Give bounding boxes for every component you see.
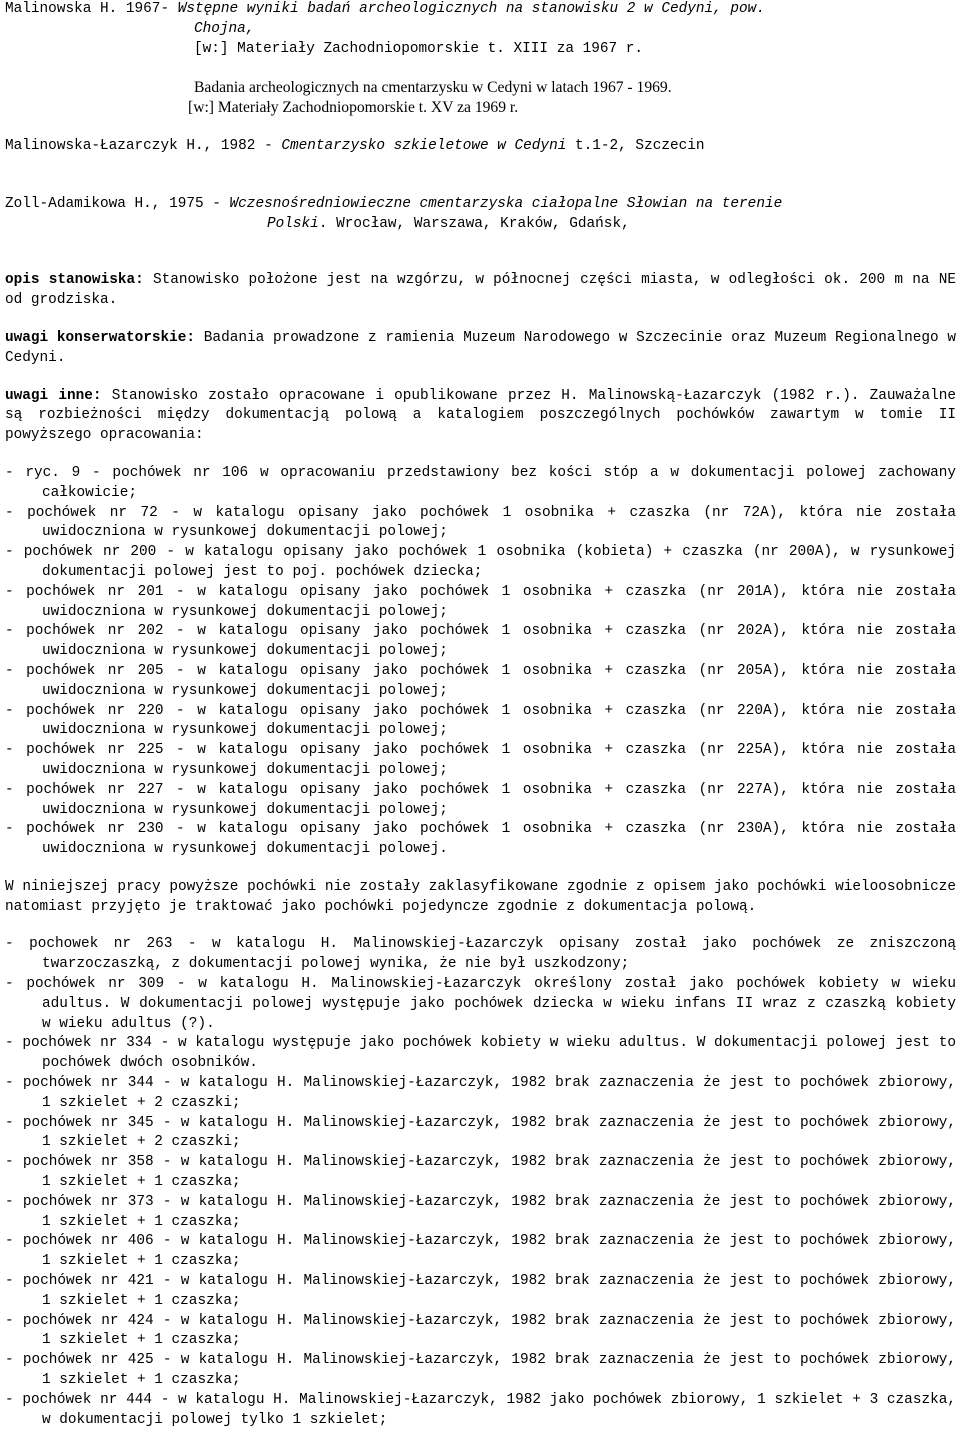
bib-entry-1-title: Wstępne wyniki badań archeologicznych na stanowisku 2 w Cedyni, pow. — [177, 1, 765, 17]
opis-text: Stanowisko położone jest na wzgórzu, w północnej części miasta, w odległości ok. 200 m na NE od grodziska. — [5, 272, 956, 309]
konserwatorskie-text: Badania prowadzone z ramienia Muzeum Narodowego w Szczecinie oraz Muzeum Regionalnego w Cedyni. — [5, 329, 956, 366]
list-item: - ryc. 9 - pochówek nr 106 w opracowaniu przedstawiony bez kości stóp a w dokumentacji polowej zachowany całkowicie; — [5, 464, 956, 501]
list-item: - pochówek nr 344 - w katalogu H. Malinowskiej-Łazarczyk, 1982 brak zaznaczenia że jest to pochówek zbiorowy, 1 szkielet + 2 czaszki; — [5, 1075, 956, 1111]
bib-entry-1-line-1: Malinowska H. 1967- Wstępne wyniki badań archeologicznych na stanowisku 2 w Cedyni, pow. — [5, 1, 765, 17]
opis-label: opis stanowiska: — [5, 272, 144, 289]
uwagi-inne — [5, 387, 956, 446]
inne-label: uwagi inne: — [5, 387, 102, 404]
uwagi-konserwatorskie — [5, 329, 956, 369]
list-item: - pochówek nr 358 - w katalogu H. Malinowskiej-Łazarczyk, 1982 brak zaznaczenia że jest to pochówek zbiorowy, 1 szkielet + 1 czaszka; — [5, 1154, 956, 1191]
bib-entry-2-line-2: [w:] Materiały Zachodniopomorskie t. XV za 1969 r. — [188, 99, 519, 117]
bib-entry-1-line-2: Chojna, — [194, 20, 255, 37]
list-item: - pochówek nr 444 - w katalogu H. Malinowskiej-Łazarczyk, 1982 jako pochówek zbiorowy, 1 szkielet + 3 czaszka, w dokumentacji polowej tylko 1 szkielet; — [5, 1391, 956, 1428]
list-item: - pochówek nr 406 - w katalogu H. Malinowskiej-Łazarczyk, 1982 brak zaznaczenia że jest to pochówek zbiorowy, 1 szkielet + 1 czaszka; — [5, 1233, 956, 1270]
list-item: - pochówek nr 202 - w katalogu opisany jako pochówek 1 osobnika + czaszka (nr 202A), która nie została uwidoczniona w rysunkowej dokumentacji polowej; — [5, 623, 956, 660]
classification-paragraph: W niniejszej pracy powyższe pochówki nie zostały zaklasyfikowane zgodnie z opisem jako pochówki wieloosobnicze natomiast przyjęto je traktować jako pochówki pojedyncze zgodnie z dokumentacja polową. — [5, 878, 956, 915]
list-item: - pochówek nr 201 - w katalogu opisany jako pochówek 1 osobnika + czaszka (nr 201A), która nie została uwidoczniona w rysunkowej dokumentacji polowej; — [5, 583, 956, 620]
list-item: - pochówek nr 227 - w katalogu opisany jako pochówek 1 osobnika + czaszka (nr 227A), która nie została uwidoczniona w rysunkowej dokumentacji polowej; — [5, 781, 956, 818]
bib-entry-3-title: Cmentarzysko szkieletowe w Cedyni — [281, 137, 567, 154]
konserwatorskie-label: uwagi konserwatorskie: — [5, 329, 196, 346]
list-item: - pochówek nr 424 - w katalogu H. Malinowskiej-Łazarczyk, 1982 brak zaznaczenia że jest to pochówek zbiorowy, 1 szkielet + 1 czaszka; — [5, 1312, 956, 1349]
bib-entry-4-title: Wczesnośredniowieczne cmentarzyska ciałopalne Słowian na terenie — [229, 195, 783, 212]
list-item: - pochówek nr 334 - w katalogu występuje jako pochówek kobiety w wieku adultus. W dokumentacji polowej jest to pochówek dwóch osobników. — [5, 1035, 956, 1072]
list-item: - pochówek nr 205 - w katalogu opisany jako pochówek 1 osobnika + czaszka (nr 205A), która nie została uwidoczniona w rysunkowej dokumentacji polowej; — [5, 662, 956, 699]
list-item: - pochówek nr 225 - w katalogu opisany jako pochówek 1 osobnika + czaszka (nr 225A), która nie została uwidoczniona w rysunkowej dokumentacji polowej; — [5, 742, 956, 778]
discrepancy-list-1 — [5, 464, 956, 860]
list-item: - pochówek nr 373 - w katalogu H. Malinowskiej-Łazarczyk, 1982 brak zaznaczenia że jest to pochówek zbiorowy, 1 szkielet + 1 czaszka; — [5, 1193, 956, 1230]
list-item: - pochówek nr 72 - w katalogu opisany jako pochówek 1 osobnika + czaszka (nr 72A), która nie została uwidoczniona w rysunkowej dokumentacji polowej; — [5, 504, 956, 541]
bib-entry-4-line-2: Polski. Wrocław, Warszawa, Kraków, Gdańsk, — [267, 215, 630, 232]
list-item: - pochówek nr 309 - w katalogu H. Malinowskiej-Łazarczyk określony został jako pochówek kobiety w wieku adultus. W dokumentacji polowej występuje jako pochówek dziecka w wieku infans II wraz z czaszką kobiety w wieku adultus (?). — [5, 976, 956, 1032]
bibliography — [5, 0, 956, 234]
list-item: - pochowek nr 263 - w katalogu H. Malinowskiej-Łazarczyk opisany został jako pochówek ze zniszczoną twarzoczaszką, z dokumentacji polowej wynika, że nie był uszkodzony; — [5, 936, 956, 973]
inne-text: Stanowisko zostało opracowane i opublikowane przez H. Malinowską-Łazarczyk (1982 r.). Zauważalne są rozbieżności między dokumentacją polową a katalogiem poszczególnych pochówków zawartym w tomie II powyższego opracowania: — [5, 387, 957, 444]
discrepancy-list-2 — [5, 935, 956, 1430]
list-item: - pochówek nr 425 - w katalogu H. Malinowskiej-Łazarczyk, 1982 brak zaznaczenia że jest to pochówek zbiorowy, 1 szkielet + 1 czaszka; — [5, 1352, 956, 1389]
list-item: - pochówek nr 200 - w katalogu opisany jako pochówek 1 osobnika (kobieta) + czaszka (nr 200A), w rysunkowej dokumentacji polowej jest to poj. pochówek dziecka; — [5, 544, 956, 580]
bib-entry-2-line-1: Badania archeologicznych na cmentarzysku w Cedyni w latach 1967 - 1969. — [194, 79, 672, 97]
bib-entry-4-line-1: Zoll-Adamikowa H., 1975 - Wczesnośredniowieczne cmentarzyska ciałopalne Słowian na terenie — [5, 195, 783, 212]
list-item: - pochówek nr 421 - w katalogu H. Malinowskiej-Łazarczyk, 1982 brak zaznaczenia że jest to pochówek zbiorowy, 1 szkielet + 1 czaszka; — [5, 1273, 956, 1309]
list-item: - pochówek nr 230 - w katalogu opisany jako pochówek 1 osobnika + czaszka (nr 230A), która nie została uwidoczniona w rysunkowej dokumentacji polowej. — [5, 821, 956, 858]
list-item: - pochówek nr 345 - w katalogu H. Malinowskiej-Łazarczyk, 1982 brak zaznaczenia że jest to pochówek zbiorowy, 1 szkielet + 2 czaszki; — [5, 1114, 956, 1151]
opis-stanowiska — [5, 271, 956, 311]
bib-entry-3: Malinowska-Łazarczyk H., 1982 - Cmentarzysko szkieletowe w Cedyni t.1-2, Szczecin — [5, 137, 705, 154]
document-page — [5, 0, 956, 1430]
bib-entry-1-line-3: [w:] Materiały Zachodniopomorskie t. XIII za 1967 r. — [194, 40, 644, 57]
list-item: - pochówek nr 220 - w katalogu opisany jako pochówek 1 osobnika + czaszka (nr 220A), która nie została uwidoczniona w rysunkowej dokumentacji polowej; — [5, 702, 956, 739]
